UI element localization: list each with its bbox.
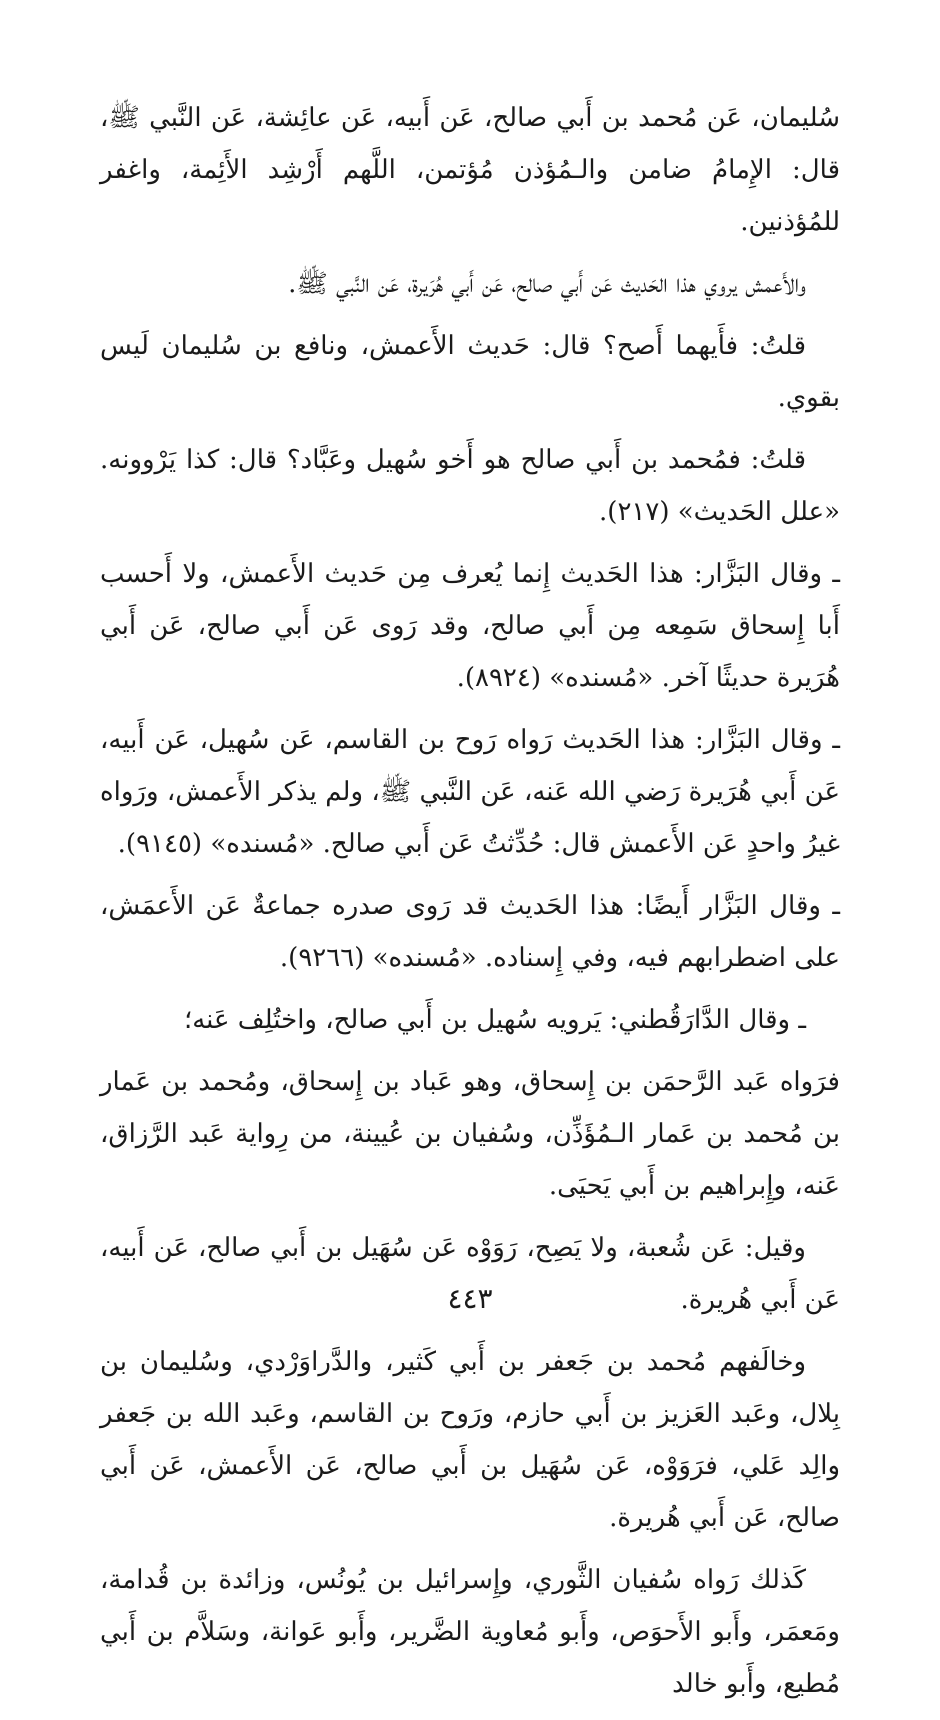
paragraph-1: سُليمان، عَن مُحمد بن أَبي صالح، عَن أَبيه، عَن عائِشة، عَن النَّبي ﷺ، قال: الإِمامُ ضامن والـمُؤذن مُؤتمن، اللَّهم أَرْشِد الأَئِمة، واغفر للمُؤذنين. (100, 103, 840, 237)
paragraph-8: ـ وقال الدَّارَقُطني: يَرويه سُهيل بن أَبي صالح، واختُلِف عَنه؛ (183, 1005, 806, 1035)
paragraph-12: كَذلك رَواه سُفيان الثَّوري، وإِسرائيل بن يُونُس، وزائدة بن قُدامة، ومَعمَر، وأَبو الأَحوَص، وأَبو مُعاوية الضَّرير، وأَبو عَوانة، وسَلاَّم بن أَبي مُطيع، وأَبو خالد (100, 1565, 840, 1699)
paragraph-3: قلتُ: فأَيهما أَصح؟ قال: حَديث الأَعمش، ونافع بن سُليمان لَيس بقوي. (100, 331, 840, 413)
paragraph-9: فرَواه عَبد الرَّحمَن بن إِسحاق، وهو عَباد بن إِسحاق، ومُحمد بن عَمار بن مُحمد بن عَمار الـمُؤَذِّن، وسُفيان بن عُيينة، من رِواية عَبد الرَّزاق، عَنه، وإِبراهيم بن أَبي يَحيَى. (100, 1067, 840, 1201)
paragraph-7: ـ وقال البَزَّار أَيضًا: هذا الحَديث قد رَوى صدره جماعةٌ عَن الأَعمَش، على اضطرابهم فيه، وفي إِسناده. «مُسنده» (٩٢٦٦). (100, 891, 840, 973)
paragraph-6: ـ وقال البَزَّار: هذا الحَديث رَواه رَوح بن القاسم، عَن سُهيل، عَن أَبيه، عَن أَبي هُرَيرة رَضي الله عَنه، عَن النَّبي ﷺ، ولم يذكر الأَعمش، ورَواه غيرُ واحدٍ عَن الأَعمش قال: حُدِّثتُ عَن أَبي صالح. «مُسنده» (٩١٤٥). (100, 725, 840, 859)
paragraph-5: ـ وقال البَزَّار: هذا الحَديث إِنما يُعرف مِن حَديث الأَعمش، ولا أَحسب أَبا إِسحاق سَمِعه مِن أَبي صالح، وقد رَوى عَن أَبي صالح، عَن أَبي هُرَيرة حديثًا آخر. «مُسنده» (٨٩٢٤). (100, 559, 840, 693)
paragraph-10: وقيل: عَن شُعبة، ولا يَصِح، رَوَوْه عَن سُهَيل بن أَبي صالح، عَن أَبيه، عَن أَبي هُريرة. (100, 1233, 840, 1315)
page-body-text (100, 92, 840, 1720)
paragraph-2: والأَعمش يروي هذا الحَديث عَن أَبي صالح، عَن أَبي هُرَيرة، عَن النَّبي ﷺ. (288, 269, 806, 299)
paragraph-11: وخالَفهم مُحمد بن جَعفر بن أَبي كَثير، والدَّراوَرْدي، وسُليمان بن بِلال، وعَبد العَزيز بن أَبي حازم، ورَوح بن القاسم، وعَبد الله بن جَعفر والِد عَلي، فرَوَوْه، عَن سُهَيل بن أَبي صالح، عَن الأَعمش، عَن أَبي صالح، عَن أَبي هُريرة. (100, 1347, 840, 1533)
paragraph-4: قلتُ: فمُحمد بن أَبي صالح هو أَخو سُهيل وعَبَّاد؟ قال: كذا يَرْوونه. «علل الحَديث» (٢١٧). (100, 445, 840, 527)
page-number: ٤٤٣ (447, 1282, 493, 1315)
